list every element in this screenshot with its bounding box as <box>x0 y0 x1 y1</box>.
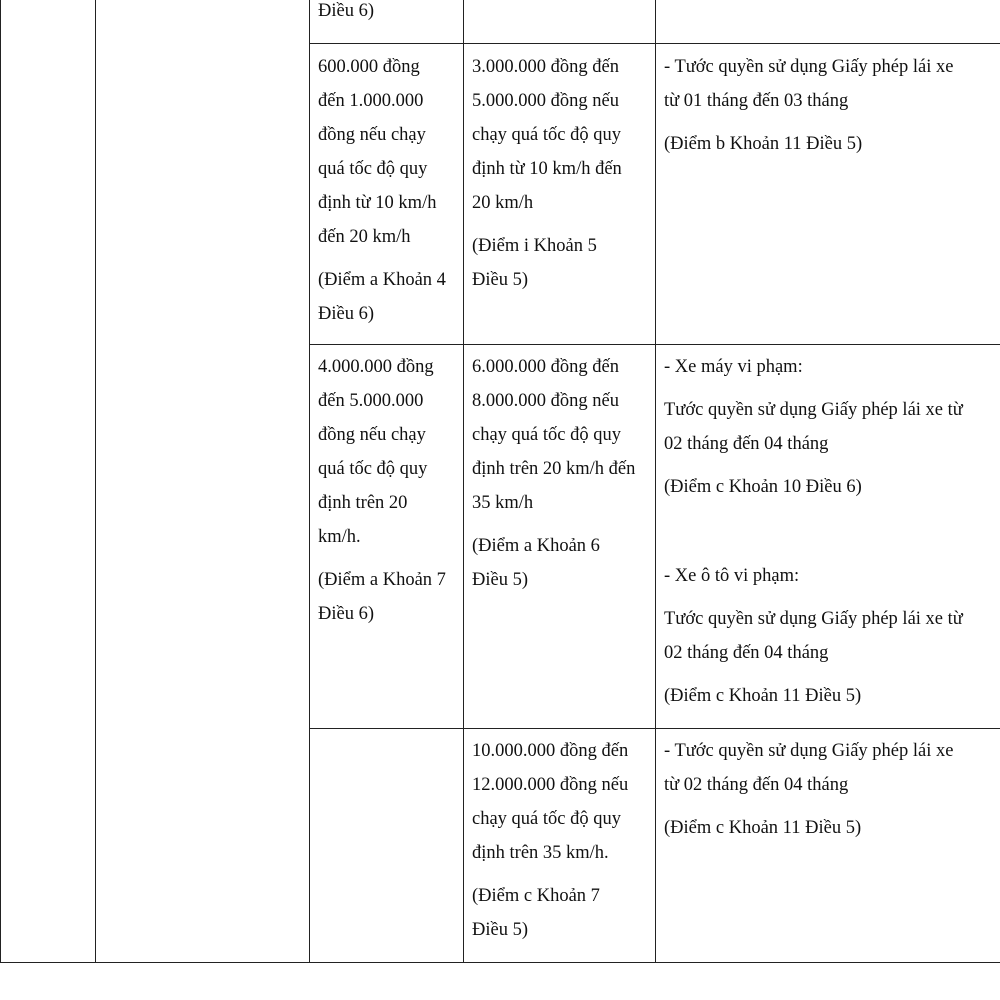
column-divider-2 <box>309 0 310 962</box>
legal-reference: (Điểm a Khoản 4 <box>318 270 446 290</box>
legal-reference: (Điểm c Khoản 11 Điều 5) <box>664 686 862 706</box>
column-divider-4 <box>655 0 656 962</box>
row3-fine-organization <box>472 734 652 947</box>
text-line: định trên 20 km/h đến <box>472 459 636 479</box>
text-line: định từ 10 km/h <box>318 193 437 213</box>
row0-fine-individual <box>318 0 460 28</box>
text-line: - Tước quyền sử dụng Giấy phép lái xe <box>664 741 954 761</box>
legal-reference: Điều 5) <box>472 920 528 940</box>
row1-fine-organization <box>472 50 652 297</box>
row-divider-2 <box>309 344 1000 345</box>
legal-reference: Điều 6) <box>318 304 374 324</box>
text-line: từ 02 tháng đến 04 tháng <box>664 775 849 795</box>
text-line: định từ 10 km/h đến <box>472 159 622 179</box>
text-line: đến 5.000.000 <box>318 391 424 411</box>
vehicle-heading: - Xe máy vi phạm: <box>664 357 803 377</box>
column-divider-1 <box>95 0 96 962</box>
row2-additional-car <box>664 559 994 713</box>
legal-reference: Điều 6) <box>318 604 374 624</box>
column-divider-3 <box>463 0 464 962</box>
text-line: đến 20 km/h <box>318 227 411 247</box>
legal-reference: (Điểm a Khoản 7 <box>318 570 446 590</box>
row1-additional-penalty <box>664 50 994 161</box>
vehicle-heading: - Xe ô tô vi phạm: <box>664 566 800 586</box>
row-divider-1 <box>309 43 1000 44</box>
row1-fine-individual <box>318 50 460 331</box>
text-line: 600.000 đồng <box>318 57 420 77</box>
row2-additional-motorbike <box>664 350 994 504</box>
text-line: 20 km/h <box>472 193 534 213</box>
text-line: km/h. <box>318 527 361 547</box>
text-line: - Tước quyền sử dụng Giấy phép lái xe <box>664 57 954 77</box>
text-line: 3.000.000 đồng đến <box>472 57 619 77</box>
text-line: chạy quá tốc độ quy <box>472 125 621 145</box>
legal-reference: (Điểm i Khoản 5 <box>472 236 597 256</box>
text-line: Tước quyền sử dụng Giấy phép lái xe từ <box>664 609 963 629</box>
table-border-bottom <box>0 962 1000 963</box>
row3-additional-penalty <box>664 734 994 845</box>
table-border-left <box>0 0 1 962</box>
text-line: chạy quá tốc độ quy <box>472 425 621 445</box>
text-line: chạy quá tốc độ quy <box>472 809 621 829</box>
text-line: 6.000.000 đồng đến <box>472 357 619 377</box>
row-divider-3 <box>309 728 1000 729</box>
legal-reference: (Điểm b Khoản 11 Điều 5) <box>664 134 863 154</box>
legal-reference: (Điểm c Khoản 11 Điều 5) <box>664 818 862 838</box>
text-line: 10.000.000 đồng đến <box>472 741 629 761</box>
text-line: 02 tháng đến 04 tháng <box>664 434 829 454</box>
text-line: 35 km/h <box>472 493 534 513</box>
text-line: 5.000.000 đồng nếu <box>472 91 619 111</box>
text-line: định trên 35 km/h. <box>472 843 609 863</box>
text-line: đến 1.000.000 <box>318 91 424 111</box>
row2-fine-organization <box>472 350 652 597</box>
text-line: 12.000.000 đồng nếu <box>472 775 629 795</box>
text-line: Tước quyền sử dụng Giấy phép lái xe từ <box>664 400 963 420</box>
text-line: đồng nếu chạy <box>318 125 426 145</box>
legal-reference: (Điểm a Khoản 6 <box>472 536 600 556</box>
row2-fine-individual <box>318 350 460 631</box>
text-line: định trên 20 <box>318 493 408 513</box>
text-line: Điều 6) <box>318 1 374 21</box>
text-line: quá tốc độ quy <box>318 159 428 179</box>
text-line: quá tốc độ quy <box>318 459 428 479</box>
text-line: đồng nếu chạy <box>318 425 426 445</box>
text-line: từ 01 tháng đến 03 tháng <box>664 91 849 111</box>
text-line: 8.000.000 đồng nếu <box>472 391 619 411</box>
text-line: 4.000.000 đồng <box>318 357 434 377</box>
legal-reference: (Điểm c Khoản 10 Điều 6) <box>664 477 862 497</box>
legal-reference: Điều 5) <box>472 270 528 290</box>
legal-reference: Điều 5) <box>472 570 528 590</box>
legal-reference: (Điểm c Khoản 7 <box>472 886 600 906</box>
text-line: 02 tháng đến 04 tháng <box>664 643 829 663</box>
